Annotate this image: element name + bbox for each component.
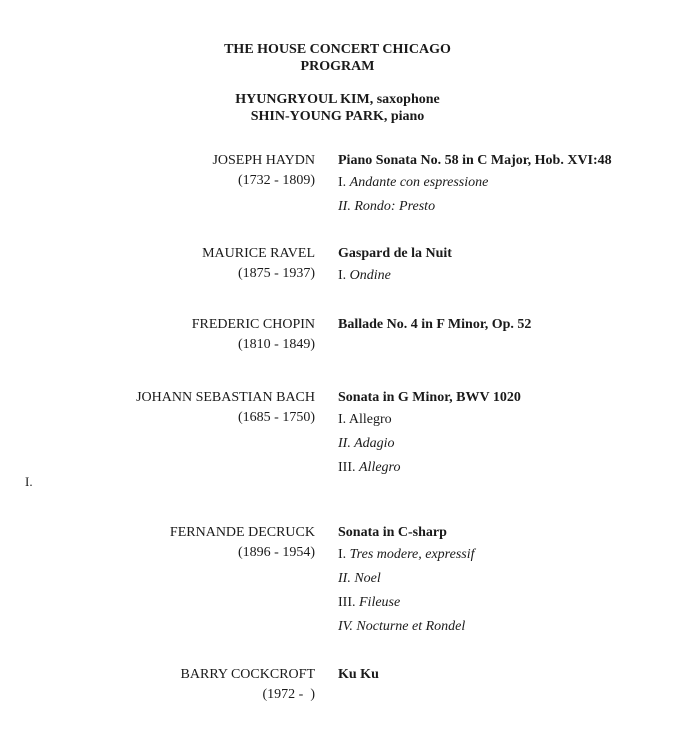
- concert-title-line2: PROGRAM: [300, 59, 375, 74]
- movement-line: [338, 171, 675, 195]
- movement-name: Fileuse: [359, 595, 401, 610]
- performers-block: [0, 91, 675, 125]
- work-title: Ballade No. 4 in F Minor, Op. 52: [338, 317, 532, 332]
- composer-block: [0, 151, 315, 191]
- composer-block: [0, 388, 315, 428]
- composer-block: [0, 665, 315, 705]
- movement-name: Adagio: [354, 436, 395, 451]
- movement-line: [338, 408, 675, 432]
- movement-numeral: III.: [338, 460, 359, 475]
- movement-numeral: I.: [338, 175, 350, 190]
- composer-name: FERNANDE DECRUCK: [169, 525, 315, 540]
- movement-line: [338, 456, 675, 480]
- works-block: [338, 388, 675, 480]
- composer-dates: (1875 - 1937): [238, 266, 315, 281]
- program-entry: [0, 523, 675, 639]
- movement-line: [338, 567, 675, 591]
- program-entry: [0, 315, 675, 355]
- composer-dates: (1896 - 1954): [238, 545, 315, 560]
- movement-line: [338, 432, 675, 456]
- movement-name: Rondo: Presto: [354, 199, 436, 214]
- program-list: [0, 125, 675, 705]
- composer-name: BARRY COCKCROFT: [180, 667, 315, 682]
- composer-block: [0, 315, 315, 355]
- composer-dates: (1972 - ): [262, 687, 315, 702]
- work-title: Gaspard de la Nuit: [338, 246, 452, 261]
- movement-name: Allegro: [359, 460, 401, 475]
- movement-numeral: IV.: [338, 619, 357, 634]
- movement-name: Nocturne et Rondel: [356, 619, 466, 634]
- work-title: Piano Sonata No. 58 in C Major, Hob. XVI:48: [338, 153, 612, 168]
- stray-marginal-text: I.: [25, 474, 33, 489]
- movement-name: Ondine: [349, 268, 391, 283]
- works-block: [338, 244, 675, 288]
- movement-numeral: II.: [338, 436, 355, 451]
- concert-title-block: [0, 41, 675, 75]
- movement-name: Andante con espressione: [349, 175, 489, 190]
- movement-numeral: I.: [338, 412, 349, 427]
- composer-block: [0, 244, 315, 284]
- movement-name: Noel: [354, 571, 381, 586]
- performer-line-piano: SHIN-YOUNG PARK, piano: [250, 109, 425, 124]
- composer-block: [0, 523, 315, 563]
- works-block: [338, 523, 675, 639]
- program-entry: [0, 388, 675, 480]
- work-title: Sonata in G Minor, BWV 1020: [338, 390, 521, 405]
- composer-name: JOHANN SEBASTIAN BACH: [136, 390, 315, 405]
- movement-name: Allegro: [348, 412, 392, 427]
- works-block: [338, 315, 675, 335]
- work-title: Sonata in C-sharp: [338, 525, 447, 540]
- page-header: [0, 0, 675, 125]
- movement-numeral: III.: [338, 595, 359, 610]
- program-entry: [0, 151, 675, 219]
- movement-line: [338, 264, 675, 288]
- program-entry: [0, 244, 675, 288]
- composer-dates: (1685 - 1750): [238, 410, 315, 425]
- movement-line: [338, 543, 675, 567]
- movement-numeral: II.: [338, 571, 355, 586]
- movement-numeral: I.: [338, 268, 350, 283]
- movement-line: [338, 591, 675, 615]
- composer-dates: (1810 - 1849): [238, 337, 315, 352]
- movement-numeral: I.: [338, 547, 350, 562]
- composer-dates: (1732 - 1809): [238, 173, 315, 188]
- work-title: Ku Ku: [338, 667, 379, 682]
- program-entry: [0, 665, 675, 705]
- composer-name: JOSEPH HAYDN: [212, 153, 315, 168]
- movement-name: Tres modere, expressif: [349, 547, 475, 562]
- concert-title-line1: THE HOUSE CONCERT CHICAGO: [224, 42, 451, 57]
- works-block: [338, 665, 675, 685]
- works-block: [338, 151, 675, 219]
- movement-line: [338, 615, 675, 639]
- movement-numeral: II.: [338, 199, 355, 214]
- composer-name: FREDERIC CHOPIN: [191, 317, 315, 332]
- movement-line: [338, 195, 675, 219]
- composer-name: MAURICE RAVEL: [202, 246, 315, 261]
- performer-line-saxophone: HYUNGRYOUL KIM, saxophone: [235, 92, 440, 107]
